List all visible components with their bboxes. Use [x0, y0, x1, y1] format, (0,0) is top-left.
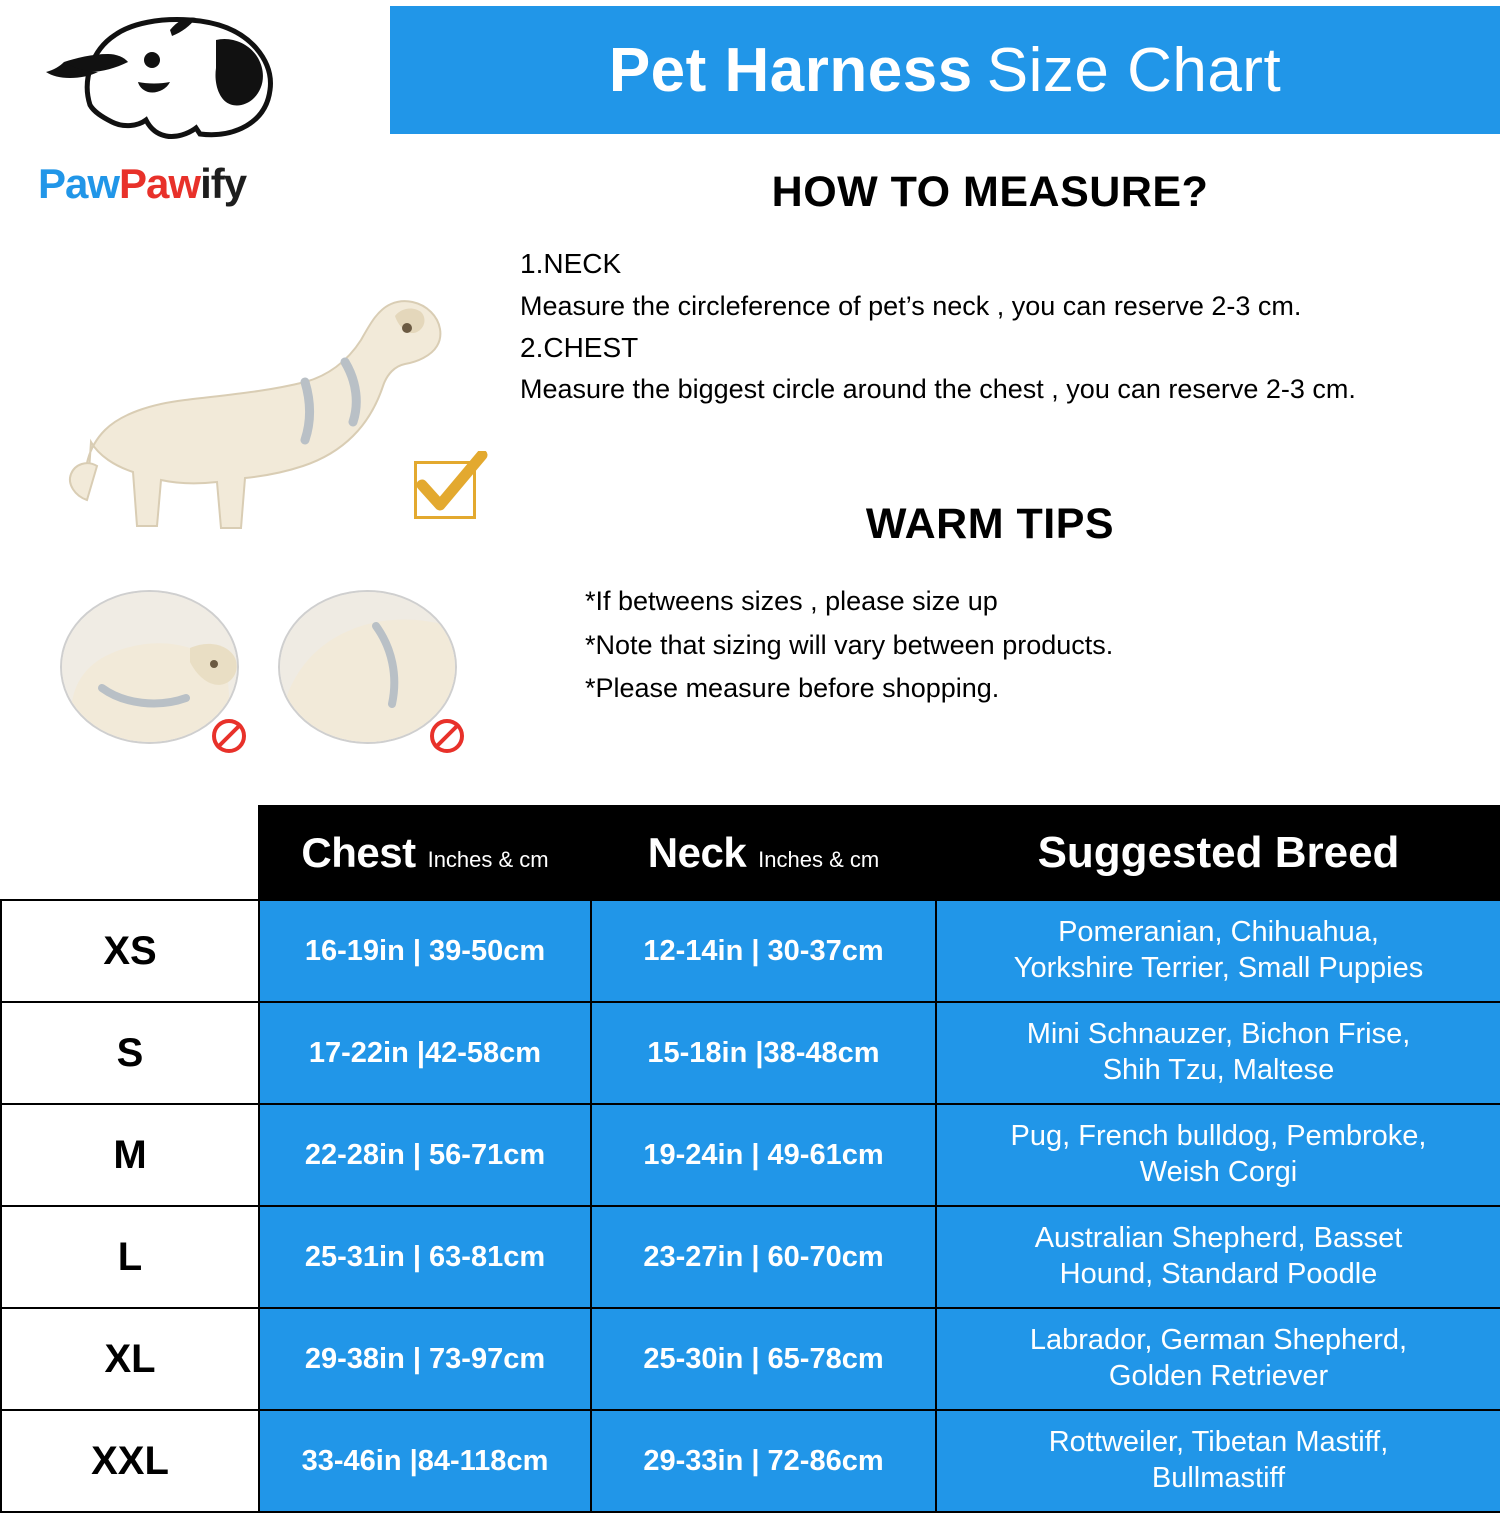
- row-breed-l: Australian Shepherd, Basset Hound, Standard Poodle: [936, 1206, 1500, 1308]
- header-neck-sub: Inches & cm: [758, 847, 880, 872]
- size-chart-table: [0, 805, 1500, 1513]
- size-chart-table-wrap: [0, 805, 1500, 1513]
- row-size-xxl: XXL: [1, 1410, 259, 1512]
- row-breed-xl: Labrador, German Shepherd, Golden Retriever: [936, 1308, 1500, 1410]
- row-size-xl: XL: [1, 1308, 259, 1410]
- row-breed-s: Mini Schnauzer, Bichon Frise, Shih Tzu, Maltese: [936, 1002, 1500, 1104]
- brand-word-1: Paw: [38, 160, 120, 207]
- incorrect-fit-photo-1: [60, 590, 250, 755]
- row-size-m: M: [1, 1104, 259, 1206]
- table-row: [1, 1206, 1500, 1308]
- measure-step-2-desc: Measure the biggest circle around the chest , you can reserve 2-3 cm.: [520, 374, 1356, 405]
- table-row: [1, 1104, 1500, 1206]
- header-neck: [591, 806, 936, 900]
- row-neck-xl: 25-30in | 65-78cm: [591, 1308, 936, 1410]
- measure-step-2-label: 2.CHEST: [520, 331, 639, 363]
- row-breed-xxl: Rottweiler, Tibetan Mastiff, Bullmastiff: [936, 1410, 1500, 1512]
- page-title: [390, 6, 1500, 134]
- warm-tip-1: *If betweens sizes , please size up: [585, 586, 998, 616]
- row-size-s: S: [1, 1002, 259, 1104]
- brand-logo: [20, 10, 380, 220]
- warm-tips-title: WARM TIPS: [865, 500, 1115, 548]
- row-chest-xs: 16-19in | 39-50cm: [259, 900, 591, 1002]
- row-neck-m: 19-24in | 49-61cm: [591, 1104, 936, 1206]
- table-row: [1, 900, 1500, 1002]
- check-icon: [412, 451, 490, 521]
- how-to-measure-title: HOW TO MEASURE?: [771, 168, 1209, 216]
- page-title-bold: Pet Harness: [608, 35, 973, 105]
- row-size-xs: XS: [1, 900, 259, 1002]
- dog-tight-collar-illustration: [280, 592, 455, 742]
- brand-word-2: Paw: [119, 160, 201, 207]
- warm-tip-2: *Note that sizing will vary between products.: [585, 629, 1114, 660]
- table-row: [1, 1002, 1500, 1104]
- header-chest-main: Chest: [301, 829, 416, 876]
- row-chest-s: 17-22in |42-58cm: [259, 1002, 591, 1104]
- warm-tip-3: *Please measure before shopping.: [585, 673, 1000, 704]
- row-chest-xl: 29-38in | 73-97cm: [259, 1308, 591, 1410]
- header-chest-sub: Inches & cm: [427, 847, 549, 872]
- table-row: [1, 1308, 1500, 1410]
- warm-tips-body: [585, 580, 1485, 711]
- row-neck-l: 23-27in | 60-70cm: [591, 1206, 936, 1308]
- row-neck-xxl: 29-33in | 72-86cm: [591, 1410, 936, 1512]
- measure-step-1-desc: Measure the circleference of pet’s neck , you can reserve 2-3 cm.: [520, 290, 1302, 321]
- correct-check-mark: [410, 455, 490, 525]
- row-breed-xs: Pomeranian, Chihuahua, Yorkshire Terrier, Small Puppies: [936, 900, 1500, 1002]
- photo-circle-mask-1: [60, 590, 239, 744]
- dog-head-icon: [20, 10, 380, 160]
- prohibited-icon-2: [430, 719, 464, 753]
- table-header-row: [1, 806, 1500, 900]
- row-breed-m: Pug, French bulldog, Pembroke, Weish Corgi: [936, 1104, 1500, 1206]
- dog-loose-collar-illustration: [62, 592, 237, 742]
- measure-step-1-label: 1.NECK: [520, 248, 622, 279]
- dog-side-view-illustration: [65, 270, 465, 570]
- row-chest-l: 25-31in | 63-81cm: [259, 1206, 591, 1308]
- table-row: [1, 1410, 1500, 1512]
- header-neck-main: Neck: [647, 829, 747, 876]
- brand-wordmark: [38, 160, 246, 208]
- row-size-l: L: [1, 1206, 259, 1308]
- incorrect-fit-photo-2: [278, 590, 468, 755]
- row-chest-m: 22-28in | 56-71cm: [259, 1104, 591, 1206]
- header-chest: [259, 806, 591, 900]
- row-neck-s: 15-18in |38-48cm: [591, 1002, 936, 1104]
- photo-circle-mask-2: [278, 590, 457, 744]
- prohibited-icon-1: [212, 719, 246, 753]
- header-breed-label: Suggested Breed: [1037, 828, 1400, 877]
- row-chest-xxl: 33-46in |84-118cm: [259, 1410, 591, 1512]
- correct-fit-photo: [55, 250, 475, 580]
- header-breed: [936, 806, 1500, 900]
- row-neck-xs: 12-14in | 30-37cm: [591, 900, 936, 1002]
- brand-word-3: ify: [200, 160, 247, 207]
- header-size: [1, 806, 259, 900]
- page-title-light: Size Chart: [986, 35, 1282, 105]
- how-to-measure-body: [520, 243, 1480, 410]
